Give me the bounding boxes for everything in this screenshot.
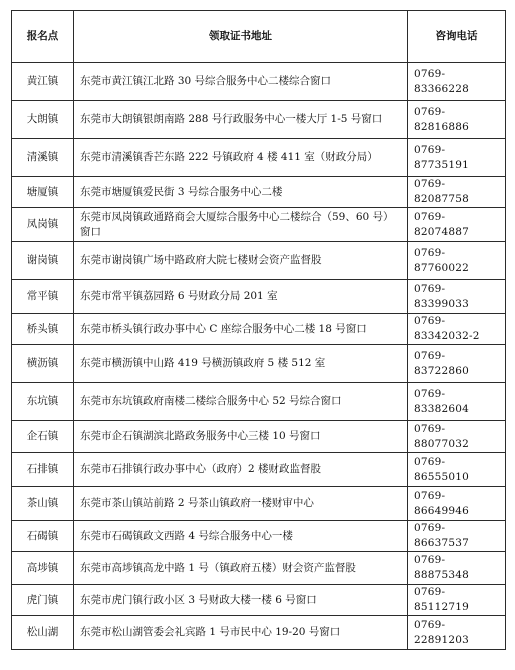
site-cell: 高埗镇 bbox=[12, 552, 74, 585]
phone-cell: 0769-83722860 bbox=[408, 345, 506, 383]
table-row bbox=[12, 521, 506, 552]
site-cell: 企石镇 bbox=[12, 421, 74, 453]
phone-cell: 0769-83342032-2 bbox=[408, 314, 506, 345]
phone-cell: 0769-88875348 bbox=[408, 552, 506, 585]
table-header-row bbox=[12, 11, 506, 63]
site-cell: 大朗镇 bbox=[12, 101, 74, 139]
site-cell: 虎门镇 bbox=[12, 585, 74, 616]
phone-cell: 0769-86555010 bbox=[408, 453, 506, 487]
phone-cell: 0769-83366228 bbox=[408, 63, 506, 101]
address-cell: 东莞市谢岗镇广场中路政府大院七楼财会资产监督股 bbox=[74, 242, 408, 280]
phone-cell: 0769-86649946 bbox=[408, 487, 506, 521]
header-address: 领取证书地址 bbox=[74, 11, 408, 63]
table-row bbox=[12, 552, 506, 585]
site-cell: 茶山镇 bbox=[12, 487, 74, 521]
table-row bbox=[12, 453, 506, 487]
address-cell: 东莞市高埗镇高龙中路 1 号（镇政府五楼）财会资产监督股 bbox=[74, 552, 408, 585]
table-row bbox=[12, 139, 506, 177]
table-row bbox=[12, 101, 506, 139]
address-cell: 东莞市桥头镇行政办事中心 C 座综合服务中心二楼 18 号窗口 bbox=[74, 314, 408, 345]
site-cell: 松山湖 bbox=[12, 616, 74, 650]
phone-cell: 0769-85112719 bbox=[408, 585, 506, 616]
phone-cell: 0769-22891203 bbox=[408, 616, 506, 650]
header-site: 报名点 bbox=[12, 11, 74, 63]
address-cell: 东莞市横沥镇中山路 419 号横沥镇政府 5 楼 512 室 bbox=[74, 345, 408, 383]
table-row bbox=[12, 63, 506, 101]
site-cell: 东坑镇 bbox=[12, 383, 74, 421]
site-cell: 横沥镇 bbox=[12, 345, 74, 383]
phone-cell: 0769-83382604 bbox=[408, 383, 506, 421]
address-cell: 东莞市企石镇湖滨北路政务服务中心三楼 10 号窗口 bbox=[74, 421, 408, 453]
table-row bbox=[12, 177, 506, 208]
site-cell: 凤岗镇 bbox=[12, 208, 74, 242]
table-row bbox=[12, 208, 506, 242]
header-phone: 咨询电话 bbox=[408, 11, 506, 63]
table-row bbox=[12, 487, 506, 521]
table-row bbox=[12, 242, 506, 280]
site-cell: 常平镇 bbox=[12, 280, 74, 314]
address-cell: 东莞市石排镇行政办事中心（政府）2 楼财政监督股 bbox=[74, 453, 408, 487]
table-row bbox=[12, 345, 506, 383]
address-cell: 东莞市茶山镇站前路 2 号茶山镇政府一楼财审中心 bbox=[74, 487, 408, 521]
address-cell: 东莞市常平镇荔园路 6 号财政分局 201 室 bbox=[74, 280, 408, 314]
address-cell: 东莞市塘厦镇爱民街 3 号综合服务中心二楼 bbox=[74, 177, 408, 208]
table-row bbox=[12, 314, 506, 345]
site-cell: 清溪镇 bbox=[12, 139, 74, 177]
phone-cell: 0769-83399033 bbox=[408, 280, 506, 314]
table-row bbox=[12, 616, 506, 650]
table-row bbox=[12, 280, 506, 314]
site-cell: 谢岗镇 bbox=[12, 242, 74, 280]
address-cell: 东莞市大朗镇银朗南路 288 号行政服务中心一楼大厅 1-5 号窗口 bbox=[74, 101, 408, 139]
site-cell: 黄江镇 bbox=[12, 63, 74, 101]
site-cell: 石排镇 bbox=[12, 453, 74, 487]
phone-cell: 0769-82074887 bbox=[408, 208, 506, 242]
phone-cell: 0769-82087758 bbox=[408, 177, 506, 208]
address-cell: 东莞市石碣镇政文西路 4 号综合服务中心一楼 bbox=[74, 521, 408, 552]
certificate-pickup-table bbox=[11, 10, 506, 650]
table-row bbox=[12, 421, 506, 453]
address-cell: 东莞市清溪镇香芒东路 222 号镇政府 4 楼 411 室（财政分局） bbox=[74, 139, 408, 177]
address-cell: 东莞市松山湖管委会礼宾路 1 号市民中心 19-20 号窗口 bbox=[74, 616, 408, 650]
address-cell: 东莞市凤岗镇政通路商会大厦综合服务中心二楼综合（59、60 号）窗口 bbox=[74, 208, 408, 242]
table-row bbox=[12, 585, 506, 616]
phone-cell: 0769-88077032 bbox=[408, 421, 506, 453]
phone-cell: 0769-86637537 bbox=[408, 521, 506, 552]
table-row bbox=[12, 383, 506, 421]
phone-cell: 0769-82816886 bbox=[408, 101, 506, 139]
site-cell: 塘厦镇 bbox=[12, 177, 74, 208]
phone-cell: 0769-87735191 bbox=[408, 139, 506, 177]
phone-cell: 0769-87760022 bbox=[408, 242, 506, 280]
site-cell: 桥头镇 bbox=[12, 314, 74, 345]
address-cell: 东莞市虎门镇行政小区 3 号财政大楼一楼 6 号窗口 bbox=[74, 585, 408, 616]
address-cell: 东莞市黄江镇江北路 30 号综合服务中心二楼综合窗口 bbox=[74, 63, 408, 101]
address-cell: 东莞市东坑镇政府南楼二楼综合服务中心 52 号综合窗口 bbox=[74, 383, 408, 421]
site-cell: 石碣镇 bbox=[12, 521, 74, 552]
